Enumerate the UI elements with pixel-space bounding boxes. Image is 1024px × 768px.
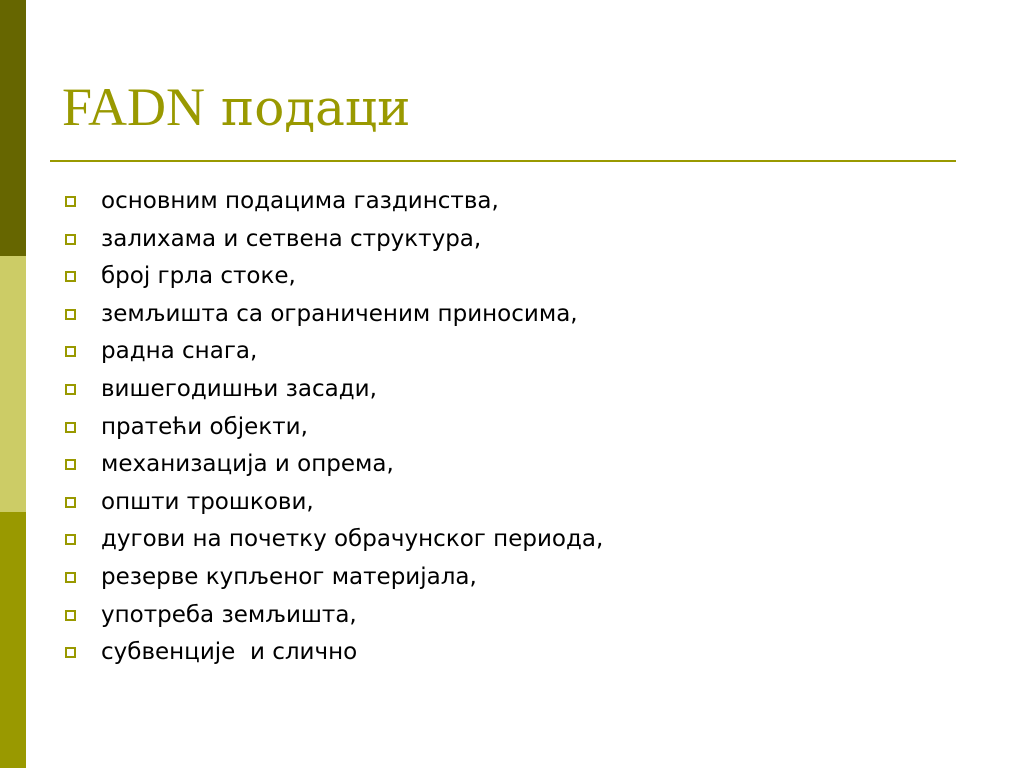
slide-title	[62, 77, 411, 137]
hollow-square-icon	[65, 384, 76, 395]
list-item-text: дугови на почетку обрачунског периода,	[101, 526, 604, 553]
sidebar-segment-bottom	[0, 512, 26, 768]
list-item-text: резерве купљеног материјала,	[101, 563, 477, 590]
sidebar-decoration	[0, 0, 26, 768]
hollow-square-icon	[65, 497, 76, 508]
hollow-square-icon	[65, 271, 76, 282]
slide-title-rest: подаци	[205, 79, 411, 137]
hollow-square-icon	[65, 422, 76, 433]
list-item-text: пратећи објекти,	[101, 413, 308, 440]
list-item-text: основним подацима газдинства,	[101, 188, 499, 214]
list-item-text: општи трошкови,	[101, 488, 314, 515]
title-underline	[50, 160, 956, 162]
list-item-text: земљишта са ограниченим приносима,	[101, 300, 578, 327]
hollow-square-icon	[65, 234, 76, 245]
slide-title-latin: FADN	[62, 77, 206, 137]
list-item-text: залихама и сетвена структура,	[101, 225, 482, 252]
hollow-square-icon	[65, 534, 76, 545]
list-item-text: механизација и опрема,	[101, 451, 394, 478]
sidebar-segment-middle	[0, 256, 26, 512]
list-item-text: радна снага,	[101, 338, 258, 365]
hollow-square-icon	[65, 459, 76, 470]
hollow-square-icon	[65, 572, 76, 583]
hollow-square-icon	[65, 647, 76, 658]
hollow-square-icon	[65, 610, 76, 621]
list-item-text: употреба земљишта,	[101, 601, 357, 628]
hollow-square-icon	[65, 196, 76, 207]
hollow-square-icon	[65, 309, 76, 320]
list-item-text: вишегодишњи засади,	[101, 375, 377, 402]
sidebar-segment-top	[0, 0, 26, 256]
hollow-square-icon	[65, 346, 76, 357]
list-item-text: број грла стоке,	[101, 263, 296, 290]
list-item-text: субвенције и слично	[101, 639, 358, 666]
